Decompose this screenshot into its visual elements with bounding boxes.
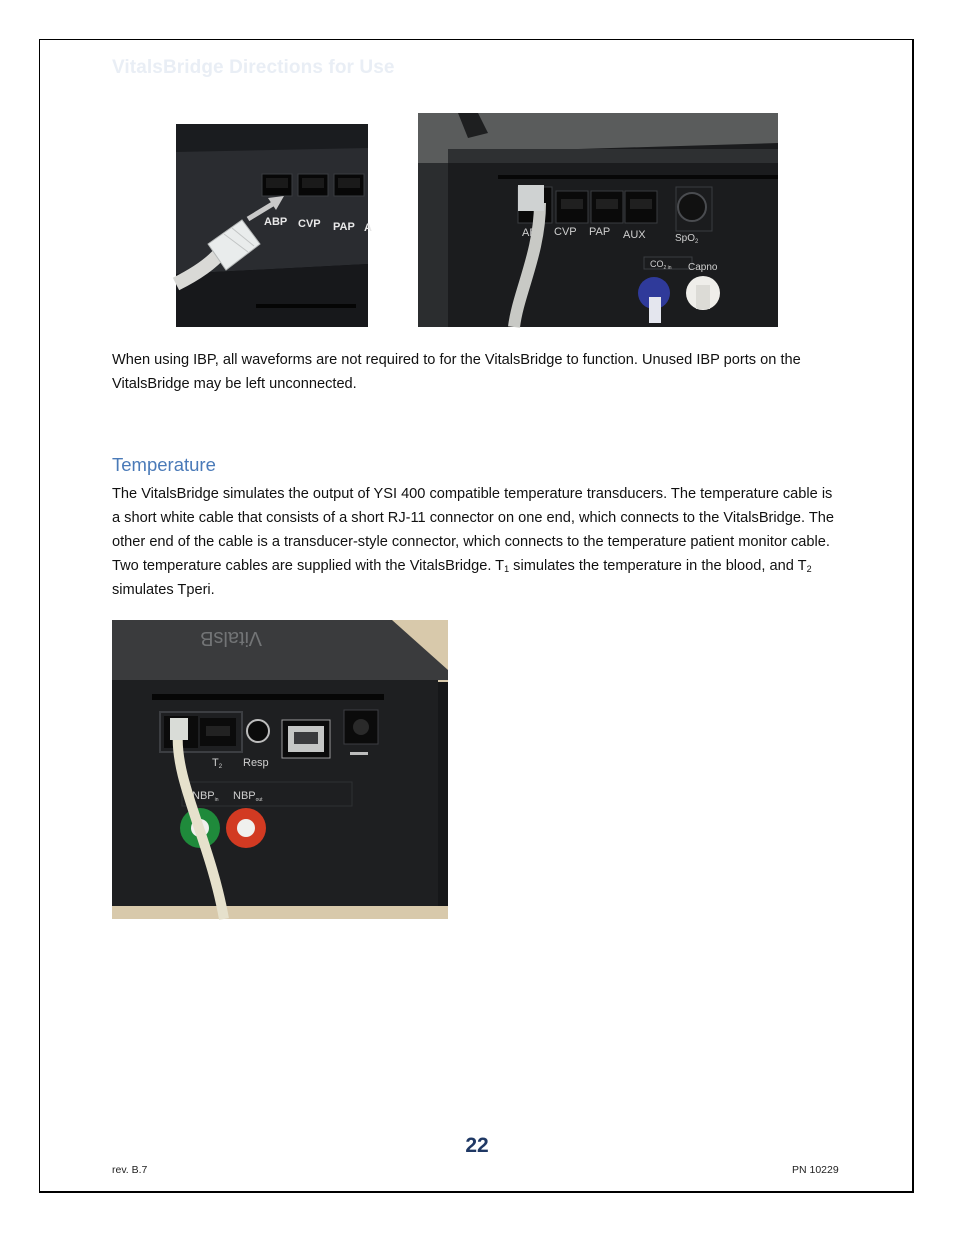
temperature-label-t-sub: 2 [218, 764, 223, 770]
ibp-closeup-label-pap: PAP [333, 221, 355, 233]
ibp-closeup-label-abp: ABP [264, 216, 288, 228]
temperature-label-nbp-out-sub: out [255, 797, 263, 803]
ibp-rear-label-cvp: CVP [554, 226, 577, 238]
temperature-ports-photo [112, 620, 448, 919]
ibp-note-paragraph: When using IBP, all waveforms are not required to for the VitalsBridge to function. Unused IBP ports on the VitalsBridge may be left unconnected. [112, 352, 801, 392]
ibp-rear-label-capno: Capno [688, 262, 718, 273]
ibp-closeup-label-cvp: CVP [298, 218, 321, 230]
temperature-paragraph [112, 482, 842, 602]
temperature-text-part3: simulates Tperi. [112, 582, 215, 598]
ibp-rear-label-spo: SpO [675, 233, 696, 244]
ibp-rear-label-co: CO [650, 259, 664, 269]
temperature-sub2: 2 [806, 564, 812, 574]
page-number: 22 [465, 1134, 489, 1157]
ibp-cable-closeup-photo [176, 124, 372, 327]
ibp-rear-label-co-sub: 2 in [663, 265, 672, 271]
header-title: VitalsBridge Directions for Use [112, 57, 395, 78]
temperature-label-nbp-out: NBP [233, 790, 256, 802]
ibp-rear-label-abp: ABP [522, 227, 545, 239]
footer-part-number: PN 10229 [792, 1164, 839, 1176]
ibp-ports-rear-photo [418, 113, 778, 327]
temperature-label-resp: Resp [243, 757, 269, 769]
temperature-label-t: T [212, 757, 219, 769]
temperature-label-nbp-in: NBP [192, 790, 215, 802]
temperature-text-part2: simulates the temperature in the blood, and T [509, 558, 807, 574]
temperature-label-nbp-in-sub: in [214, 797, 219, 803]
temperature-heading: Temperature [112, 454, 216, 475]
ibp-rear-label-spo-sub: 2 [695, 239, 699, 245]
temperature-device-text: VitalsB [200, 627, 262, 649]
ibp-rear-label-pap: PAP [589, 226, 611, 238]
ibp-rear-label-aux: AUX [623, 229, 646, 241]
ibp-closeup-label-a: A [364, 222, 372, 234]
temperature-sub1: 1 [504, 564, 510, 574]
temperature-text-part1: The VitalsBridge simulates the output of YSI 400 compatible temperature transducers. The temperature cable is a short white cable that consists of a short RJ-11 connector on one end, which connects to the VitalsBridge. The other end of the cable is a transducer-style connector, which connects to the temperature patient monitor cable. Two temperature cables are supplied with the VitalsBridge. T [112, 486, 834, 574]
footer-revision: rev. B.7 [112, 1164, 148, 1176]
